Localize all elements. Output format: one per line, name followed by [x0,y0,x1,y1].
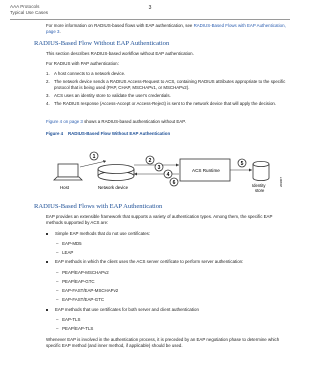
figure-reference: Figure 4 on page 3 shows a RADIUS-based authentication without EAP. [46,119,186,124]
header-divider [10,19,290,20]
header-subtitle: Typical Use Cases [10,10,49,15]
figure-link[interactable]: Figure 4 on page 3 [46,119,83,124]
eap-item: – EAP-FAST/EAP-MSCHAPv2 [56,288,119,293]
figure-caption: Figure 4 RADIUS-Based Flow Without EAP Authentication [46,131,171,136]
step-1: 1. A host connects to a network device. [46,71,126,76]
intro-paragraph: For more information on RADIUS-based flows with EAP authentication, see RADIUS-Based Flows with EAP Authentication, page 3. [46,23,286,34]
marker-1-label: 1 [92,153,96,160]
store-label: store [255,188,265,193]
eap-item: – EAP-MD5 [56,241,82,246]
header-title: AAA Protocols [10,4,40,9]
eap-group-2: EAP methods in which the client uses the ACS server certificate to perform server authentication: [46,259,286,265]
network-device-label: Network device [98,185,129,190]
section2-closing: Whenever EAP is involved in the authentication process, it is preceded by an EAP negotiation phase to determine which specific EAP method (and inner method, if applicable) should be used. [46,337,280,348]
radius-flow-diagram [46,139,286,199]
eap-group-3: EAP methods that use certificates for both server and client authentication [46,307,286,313]
pap-steps-list [46,71,286,109]
section1-p2: For RADIUS with PAP authentication: [46,61,119,66]
section2-heading: RADIUS-Based Flows with EAP Authentication [34,203,163,210]
figure-id: 209007 [279,176,283,187]
marker-4-label: 4 [166,171,170,178]
marker-2-label: 2 [148,157,152,164]
intro-link[interactable]: RADIUS-Based Flows with EAP Authentication, page 3 [46,23,286,34]
network-device-icon [98,165,134,181]
eap-item: – PEAP/EAP-GTC [56,279,95,284]
eap-group-1: Simple EAP methods that do not use certificates: [46,231,286,237]
identity-label: Identity [252,183,266,188]
eap-item: – EAP-FAST/EAP-GTC [56,297,105,302]
step-4: 4. The RADIUS response (Access-Accept or Access-Reject) is sent to the network device that will apply the decision. [46,101,277,107]
host-laptop-icon [54,164,82,180]
acs-runtime-label: ACS Runtime [192,168,220,173]
eap-item: – LEAP [56,250,74,255]
marker-6-label: 6 [172,179,176,186]
step-2: 2. The network device sends a RADIUS Access-Request to ACS, containing RADIUS attributes appropriate to the specific protocol that is being used (PAP, CHAP, MSCHAPv1, or MSCHAPv2). [46,79,286,90]
section2-p1: EAP provides an extensible framework that supports a variety of authentication types. Among them, the specific EAP methods supported by ACS are: [46,214,273,225]
step-3: 3. ACS uses an identity store to validate the user's credentials. [46,92,171,98]
eap-item: – EAP-TLS [56,317,81,322]
eap-item: – PEAP/EAP-TLS [56,326,94,331]
section1-p1: This section describes RADIUS-based workflow without EAP authentication. [46,51,194,56]
marker-3-label: 3 [157,164,161,171]
identity-store-icon [253,161,269,180]
page-number: 3 [148,5,152,11]
host-label: Host [60,185,70,190]
eap-item: – PEAP/EAP-MSCHAPv2 [56,270,109,275]
section1-heading: RADIUS-Based Flow Without EAP Authentication [34,40,170,47]
marker-5-label: 5 [240,160,244,167]
